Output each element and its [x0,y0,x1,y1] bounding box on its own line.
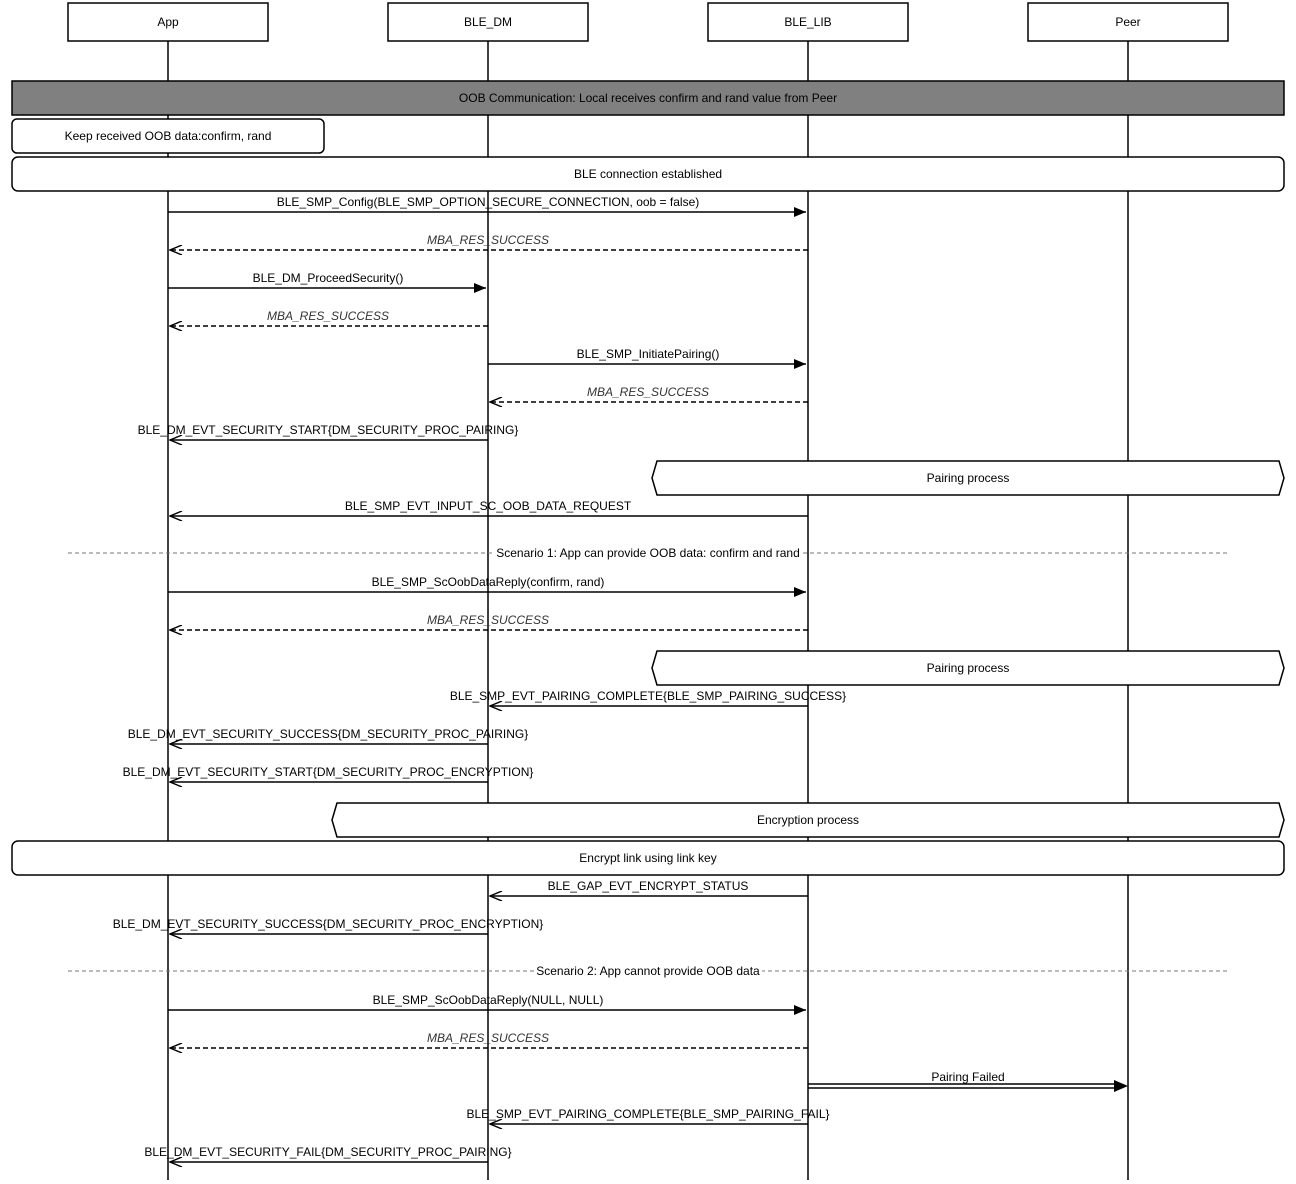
message-label: BLE_SMP_ScOobDataReply(NULL, NULL) [372,993,604,1007]
note-encrypt-link [12,841,1284,875]
divider-label: Scenario 2: App cannot provide OOB data [536,964,760,978]
message-label: BLE_SMP_InitiatePairing() [576,347,720,361]
banner-label: OOB Communication: Local receives confirm and rand value from Peer [458,91,838,105]
note-label: Keep received OOB data:confirm, rand [64,129,272,143]
message-label: BLE_DM_EVT_SECURITY_FAIL{DM_SECURITY_PROC_PAIRING} [144,1145,512,1159]
message-evt-security-success-encryption [113,917,544,934]
participant-label: App [157,15,179,29]
note-label: Encryption process [756,813,860,827]
participant-app [68,3,268,41]
message-evt-pairing-complete-fail [466,1107,829,1124]
participant-ble-lib [708,3,908,41]
divider-scenario-2 [68,963,1228,979]
participants [68,3,1228,41]
divider-scenario-1 [68,545,1228,561]
message-return-success [170,309,488,326]
message-label: MBA_RES_SUCCESS [426,233,550,247]
note-label: Pairing process [926,471,1010,485]
note-label: Encrypt link using link key [579,851,717,865]
message-smp-initiate-pairing [488,347,806,364]
message-evt-security-success-pairing [128,727,529,744]
message-evt-security-start-encryption [123,765,534,782]
message-smp-config [168,195,806,212]
message-label: BLE_SMP_EVT_PAIRING_COMPLETE{BLE_SMP_PAIRING_SUCCESS} [449,689,847,703]
note-connection-established [12,157,1284,191]
note-pairing-process-1 [652,461,1284,495]
participant-label: BLE_LIB [784,15,832,29]
message-evt-security-start-pairing [138,423,519,440]
message-sc-oob-data-reply [168,575,806,592]
note-label: Pairing process [926,661,1010,675]
message-label: BLE_DM_EVT_SECURITY_START{DM_SECURITY_PROC_PAIRING} [137,423,519,437]
participant-peer [1028,3,1228,41]
message-gap-evt-encrypt-status [490,879,808,896]
participant-label: Peer [1115,15,1141,29]
participant-ble-dm [388,3,588,41]
message-label: BLE_DM_EVT_SECURITY_SUCCESS{DM_SECURITY_PROC_PAIRING} [127,727,529,741]
participant-label: BLE_DM [463,15,513,29]
message-label: BLE_DM_ProceedSecurity() [252,271,404,285]
message-label: MBA_RES_SUCCESS [426,1031,550,1045]
message-sc-oob-data-reply-null [168,993,806,1010]
message-label: MBA_RES_SUCCESS [586,385,710,399]
message-label: MBA_RES_SUCCESS [266,309,390,323]
message-return-success [170,1031,808,1048]
note-label: BLE connection established [573,167,723,181]
message-label: BLE_SMP_EVT_INPUT_SC_OOB_DATA_REQUEST [344,499,632,513]
message-return-success [490,385,808,402]
message-label: BLE_SMP_EVT_PAIRING_COMPLETE{BLE_SMP_PAIRING_FAIL} [466,1107,830,1121]
message-label: BLE_DM_EVT_SECURITY_SUCCESS{DM_SECURITY_PROC_ENCRYPTION} [112,917,544,931]
message-return-success [170,613,808,630]
note-keep-oob-data [12,119,324,153]
message-label: Pairing Failed [931,1070,1005,1084]
message-label: BLE_SMP_Config(BLE_SMP_OPTION_SECURE_CONNECTION, oob = false) [276,195,700,209]
note-encryption-process [332,803,1284,837]
message-evt-security-fail-pairing [144,1145,511,1162]
message-pairing-failed [808,1070,1128,1092]
message-label: MBA_RES_SUCCESS [426,613,550,627]
oob-banner [12,81,1284,115]
message-label: BLE_SMP_ScOobDataReply(confirm, rand) [371,575,605,589]
message-dm-proceed-security [168,271,486,288]
note-pairing-process-2 [652,651,1284,685]
divider-label: Scenario 1: App can provide OOB data: confirm and rand [496,546,800,560]
message-label: BLE_DM_EVT_SECURITY_START{DM_SECURITY_PROC_ENCRYPTION} [122,765,534,779]
message-evt-pairing-complete-success [450,689,846,706]
message-return-success [170,233,808,250]
message-evt-input-sc-oob-data-request [170,499,808,516]
message-label: BLE_GAP_EVT_ENCRYPT_STATUS [547,879,749,893]
